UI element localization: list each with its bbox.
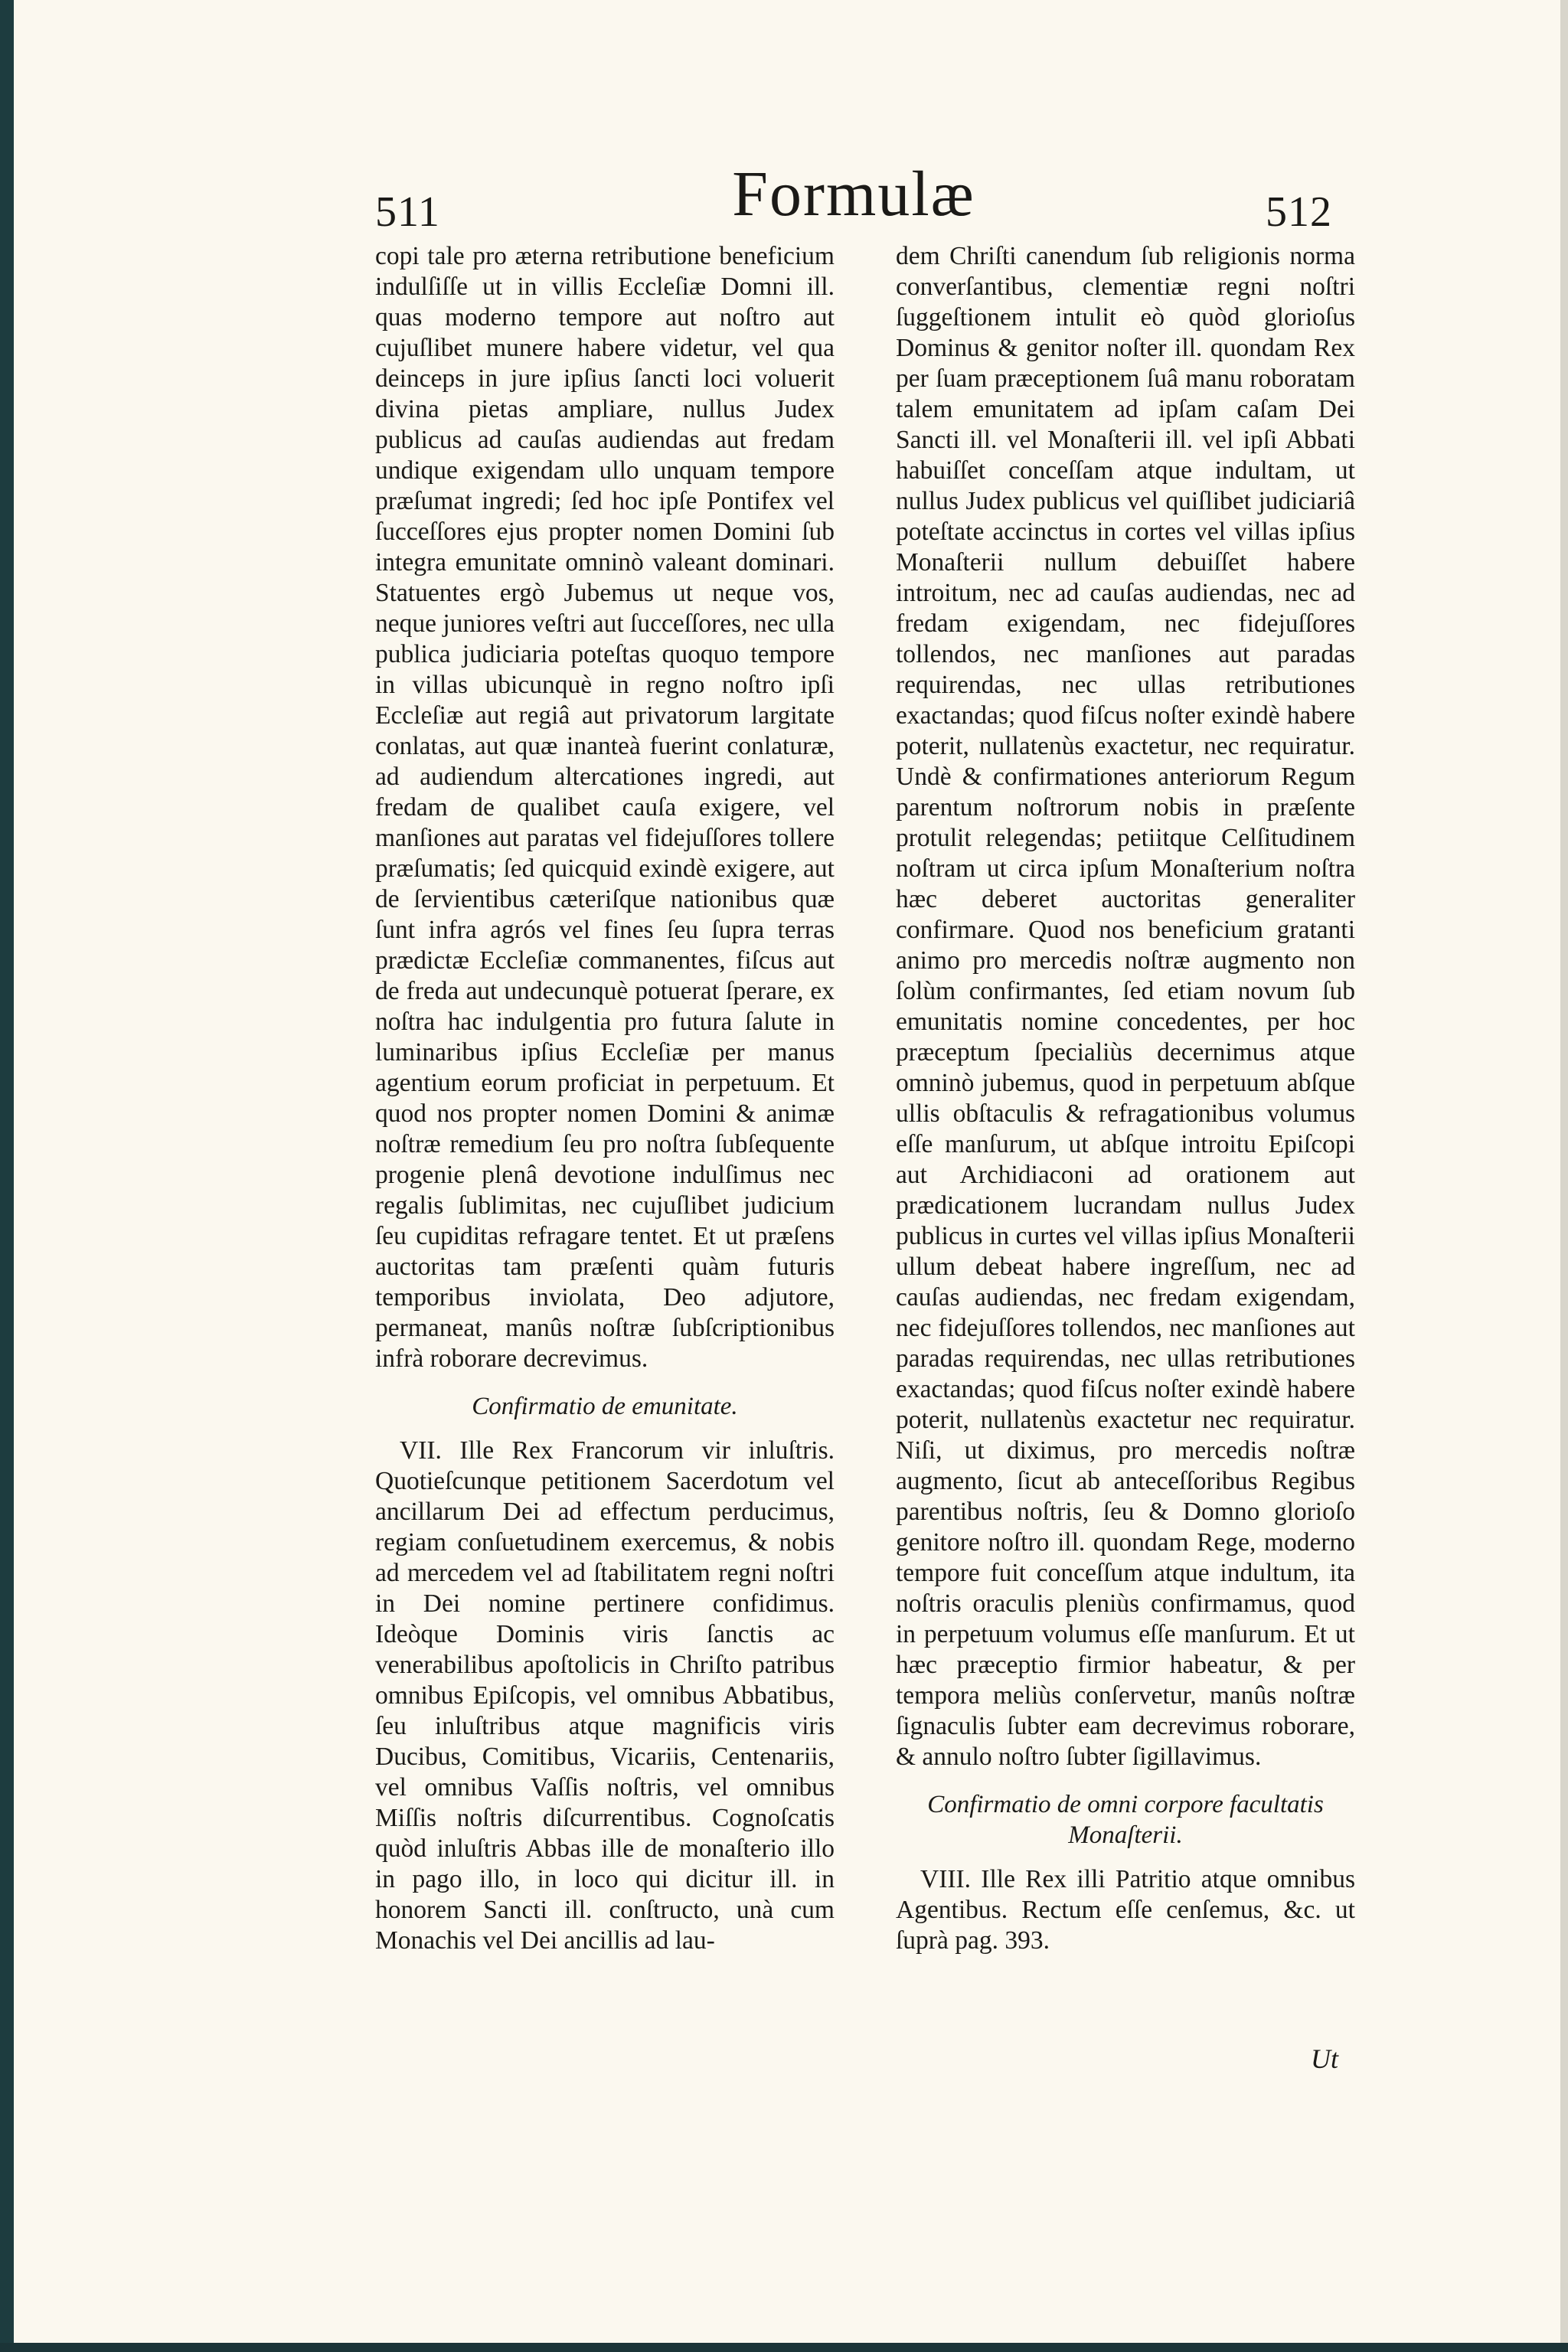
scan-bottom-edge xyxy=(0,2343,1568,2352)
right-column xyxy=(896,241,1355,1956)
right-paragraph-1: dem Chriſti canendum ſub religionis norma converſantibus, clementiæ regni noſtri ſuggeſtionem intulit eò quòd glorioſus Dominus & genitor noſter ill. quondam Rex per ſuam præceptionem ſuâ manu roboratam talem emunitatem ad ipſam caſam Dei Sancti ill. vel Monaſterii ill. vel ipſi Abbati habuiſſet conceſſam atque indultam, ut nullus Judex publicus vel quiſlibet judiciariâ poteſtate accinctus in cortes vel villas ipſius Monaſterii nullum debuiſſet habere introitum, nec ad cauſas audiendas, nec ad fredam exigendam, nec fidejuſſores tollendos, nec manſiones aut paradas requirendas, nec ullas retributiones exactandas; quod fiſcus noſter exindè habere poterit, nullatenùs exactetur, nec requiratur. Undè & confirmationes anteriorum Regum parentum noſtrorum nobis in præſente protulit relegendas; petiitque Celſitudinem noſtram ut circa ipſum Monaſterium noſtra hæc deberet auctoritas generaliter confirmare. Quod nos beneficium gratanti animo pro mercedis noſtræ augmento non ſolùm confirmantes, ſed etiam novum ſub emunitatis nomine concedentes, per hoc præceptum ſpecialiùs decernimus atque omninò jubemus, quod in perpetuum abſque ullis obſtaculis & refragationibus volumus eſſe manſurum, ut abſque introitu Epiſcopi aut Archidiaconi ad orationem aut prædicationem lucrandam nullus Judex publicus in curtes vel villas ipſius Monaſterii ullum debeat habere ingreſſum, nec ad cauſas audiendas, nec fredam exigendam, nec fidejuſſores tollendos, nec manſiones aut paradas requirendas, nec ullas retributiones exactandas; quod fiſcus noſter exindè habere poterit, nullatenùs exactetur nec requiratur. Niſi, ut diximus, pro mercedis noſtræ augmento, ſicut ab anteceſſoribus Regibus parentibus noſtris, ſeu & Domno glorioſo genitore noſtro ill. quondam Rege, moderno tempore fuit conceſſum atque indultum, ita noſtris oraculis pleniùs confirmamus, quod in perpetuum volumus eſſe manſurum. Et ut hæc præceptio firmior habeatur, & per tempora meliùs conſervetur, manûs noſtræ ſignaculis ſubter eam decrevimus roborare, & annulo noſtro ſubter ſigillavimus. xyxy=(896,242,1355,1771)
catchword: Ut xyxy=(1311,2043,1338,2074)
scan-right-edge xyxy=(1560,0,1568,2352)
left-paragraph-1: copi tale pro æterna retributione beneficium indulſiſſe ut in villis Eccleſiæ Domni ill. quas moderno tempore aut noſtro aut cujuſlibet munere habere videtur, vel qua deinceps in jure ipſius ſancti loci voluerit divina pietas ampliare, nullus Judex publicus ad cauſas audiendas aut fredam undique exigendam ullo unquam tempore præſumat ingredi; ſed hoc ipſe Pontifex vel ſucceſſores ejus propter nomen Domini ſub integra emunitate omninò valeant dominari. Statuentes ergò Jubemus ut neque vos, neque juniores veſtri aut ſucceſſores, nec ulla publica judiciaria poteſtas quoquo tempore in villas ubicunquè in regno noſtro ipſi Eccleſiæ aut regiâ aut privatorum largitate conlatas, aut quæ inanteà fuerint conlaturæ, ad audiendum altercationes ingredi, aut fredam de qualibet cauſa exigere, vel manſiones aut paratas vel fidejuſſores tollere præſumatis; ſed quicquid exindè exigere, aut de ſervientibus cæteriſque nationibus quæ ſunt infra agrós vel fines ſeu ſupra terras prædictæ Eccleſiæ commanentes, fiſcus aut de freda aut undecunquè potuerat ſperare, ex noſtra hac indulgentia pro futura ſalute in luminaribus ipſius Eccleſiæ per manus agentium eorum proficiat in perpetuum. Et quod nos propter nomen Domini & animæ noſtræ remedium ſeu pro noſtra ſubſequente progenie plenâ devotione indulſimus nec regalis ſublimitas, nec cujuſlibet judicium ſeu cupiditas refragare tentet. Et ut præſens auctoritas tam præſenti quàm futuris temporibus inviolata, Deo adjutore, permaneat, manûs noſtræ ſubſcriptionibus infrà roborare decrevimus. xyxy=(375,242,835,1373)
left-paragraph-2: VII. Ille Rex Francorum vir inluſtris. Quotieſcunque petitionem Sacerdotum vel ancillarum Dei ad effectum perducimus, regiam conſuetudinem exercemus, & nobis ad mercedem vel ad ſtabilitatem regni noſtri in Dei nomine pertinere confidimus. Ideòque Dominis viris ſanctis ac venerabilibus apoſtolicis in Chriſto patribus omnibus Epiſcopis, vel omnibus Abbatibus, ſeu inluſtribus atque magnificis viris Ducibus, Comitibus, Vicariis, Centenariis, vel omnibus Vaſſis noſtris, vel omnibus Miſſis noſtris diſcurrentibus. Cognoſcatis quòd inluſtris Abbas ille de monaſterio illo in pago illo, in loco qui dicitur ill. in honorem Sancti ill. conſtructo, unà cum Monachis vel Dei ancillis ad lau- xyxy=(375,1436,835,1955)
left-column xyxy=(375,241,835,1956)
right-paragraph-2: VIII. Ille Rex illi Patritio atque omnibus Agentibus. Rectum eſſe cenſemus, &c. ut ſuprà pag. 393. xyxy=(896,1865,1355,1955)
scan-left-edge xyxy=(0,0,14,2352)
page-number-left: 511 xyxy=(375,188,440,236)
page-number-right: 512 xyxy=(1266,188,1332,236)
page-header xyxy=(375,157,1332,249)
running-title: Formulæ xyxy=(732,158,975,230)
section-heading-confirmatio-emunitate: Confirmatio de emunitate. xyxy=(472,1393,738,1420)
section-heading-confirmatio-facultatis: Confirmatio de omni corpore facultatis Monaſterii. xyxy=(927,1791,1324,1849)
